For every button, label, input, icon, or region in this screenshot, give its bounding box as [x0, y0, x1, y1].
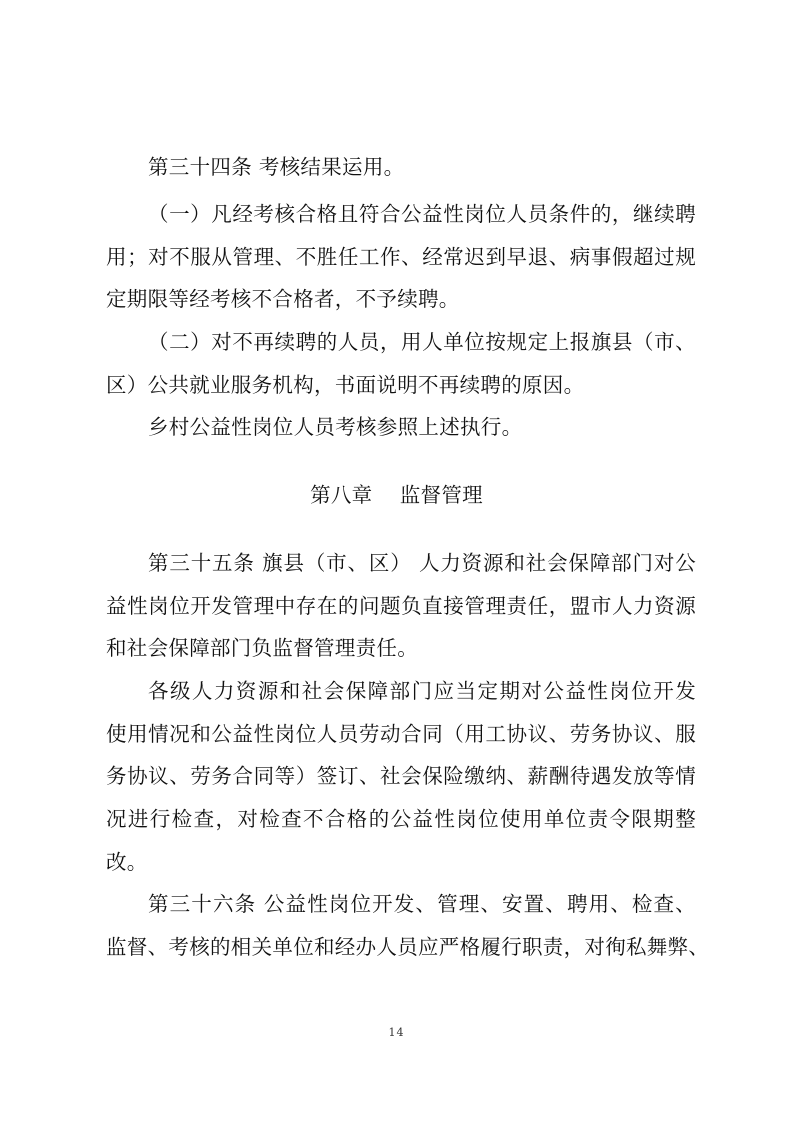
article-34-item-1-line-3: 定期限等经考核不合格者，不予续聘。 — [106, 287, 460, 311]
chapter-8-heading: 第八章 监督管理 — [310, 483, 483, 507]
article-34-item-2-line-2: 区）公共就业服务机构，书面说明不再续聘的原因。 — [106, 373, 585, 397]
article-35-line-3: 和社会保障部门负监督管理责任。 — [106, 636, 418, 660]
article-35-para-2-line-2: 使用情况和公益性岗位人员劳动合同（用工协议、劳务协议、服 — [106, 722, 696, 746]
article-34-item-1-line-2: 用；对不服从管理、不胜任工作、经常迟到早退、病事假超过规 — [106, 245, 696, 269]
article-35-para-2-line-1: 各级人力资源和社会保障部门应当定期对公益性岗位开发 — [148, 679, 696, 703]
page-number: 14 — [388, 1026, 405, 1039]
article-35-para-2-line-3: 务协议、劳务合同等）签订、社会保险缴纳、薪酬待遇发放等情 — [106, 764, 696, 788]
article-36-line-1: 第三十六条 公益性岗位开发、管理、安置、聘用、检查、 — [148, 892, 696, 916]
article-36-line-2: 监督、考核的相关单位和经办人员应严格履行职责，对徇私舞弊、 — [106, 935, 710, 959]
article-34-item-2-line-1: （二）对不再续聘的人员，用人单位按规定上报旗县（市、 — [148, 330, 696, 354]
article-35-line-2: 益性岗位开发管理中存在的问题负直接管理责任，盟市人力资源 — [106, 594, 696, 618]
article-35-line-1: 第三十五条 旗县（市、区） 人力资源和社会保障部门对公 — [148, 551, 696, 575]
article-34-heading: 第三十四条 考核结果运用。 — [148, 155, 405, 179]
article-34-item-1-line-1: （一）凡经考核合格且符合公益性岗位人员条件的，继续聘 — [148, 202, 696, 226]
article-35-para-2-line-5: 改。 — [106, 850, 148, 874]
article-35-para-2-line-4: 况进行检查，对检查不合格的公益性岗位使用单位责令限期整 — [106, 807, 696, 831]
article-34-rural-note: 乡村公益性岗位人员考核参照上述执行。 — [148, 415, 523, 439]
